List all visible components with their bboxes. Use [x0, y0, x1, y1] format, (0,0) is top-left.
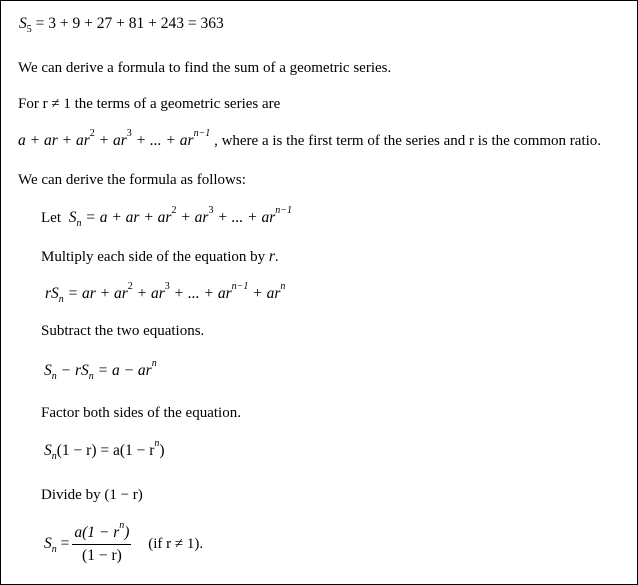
let-label: Let: [41, 210, 61, 226]
multiplied-equation: $rS_n$ = ar + $ar^2 + ar^3$ + ... + $ar^{n-1} + ar^n$: [45, 281, 286, 306]
let-equation: [41, 205, 293, 230]
subtracted-equation: $S_n - rS_n = a - ar^n$: [44, 358, 157, 383]
derive-intro-text: We can derive a formula to find the sum of a geometric series.: [18, 60, 392, 76]
sum-formula: [44, 520, 204, 566]
multiply-step-text: Multiply each side of the equation by r.: [41, 248, 279, 265]
derive-as-follows-text: We can derive the formula as follows:: [18, 172, 246, 188]
fraction-denominator: (1 − r): [72, 544, 131, 566]
s5-symbol: S: [19, 15, 27, 32]
subtract-step-text: Subtract the two equations.: [41, 323, 205, 339]
series-expression: a + ar + $ar^2 + ar^3$ + ... + $ar^{n-1}$: [18, 128, 211, 149]
terms-intro-text: For r ≠ 1 the terms of a geometric series are: [18, 96, 281, 112]
factored-equation: $S_n(1 - r) = a(1 - r^n)$: [44, 438, 165, 463]
s5-subscript: 5: [26, 24, 32, 36]
divide-step-text: Divide by (1 − r): [41, 487, 143, 503]
sum-formula-fraction: [72, 520, 131, 566]
series-description: , where a is the first term of the series and r is the common ratio.: [214, 133, 602, 149]
s5-sum: = 3 + 9 + 27 + 81 + 243 = 363: [31, 15, 224, 32]
sum-formula-lhs: $S_n$ =: [44, 534, 70, 556]
formula-condition: (if r ≠ 1).: [148, 535, 204, 552]
series-line: [18, 128, 602, 151]
let-expression: $S_n = a$ + ar + $ar^2 + ar^3$ + ... + $ar^{n-1}$: [68, 205, 293, 230]
fraction-numerator: $a(1 - r^n)$: [74, 520, 130, 541]
s5-equation: [19, 14, 224, 34]
factor-step-text: Factor both sides of the equation.: [41, 405, 241, 421]
